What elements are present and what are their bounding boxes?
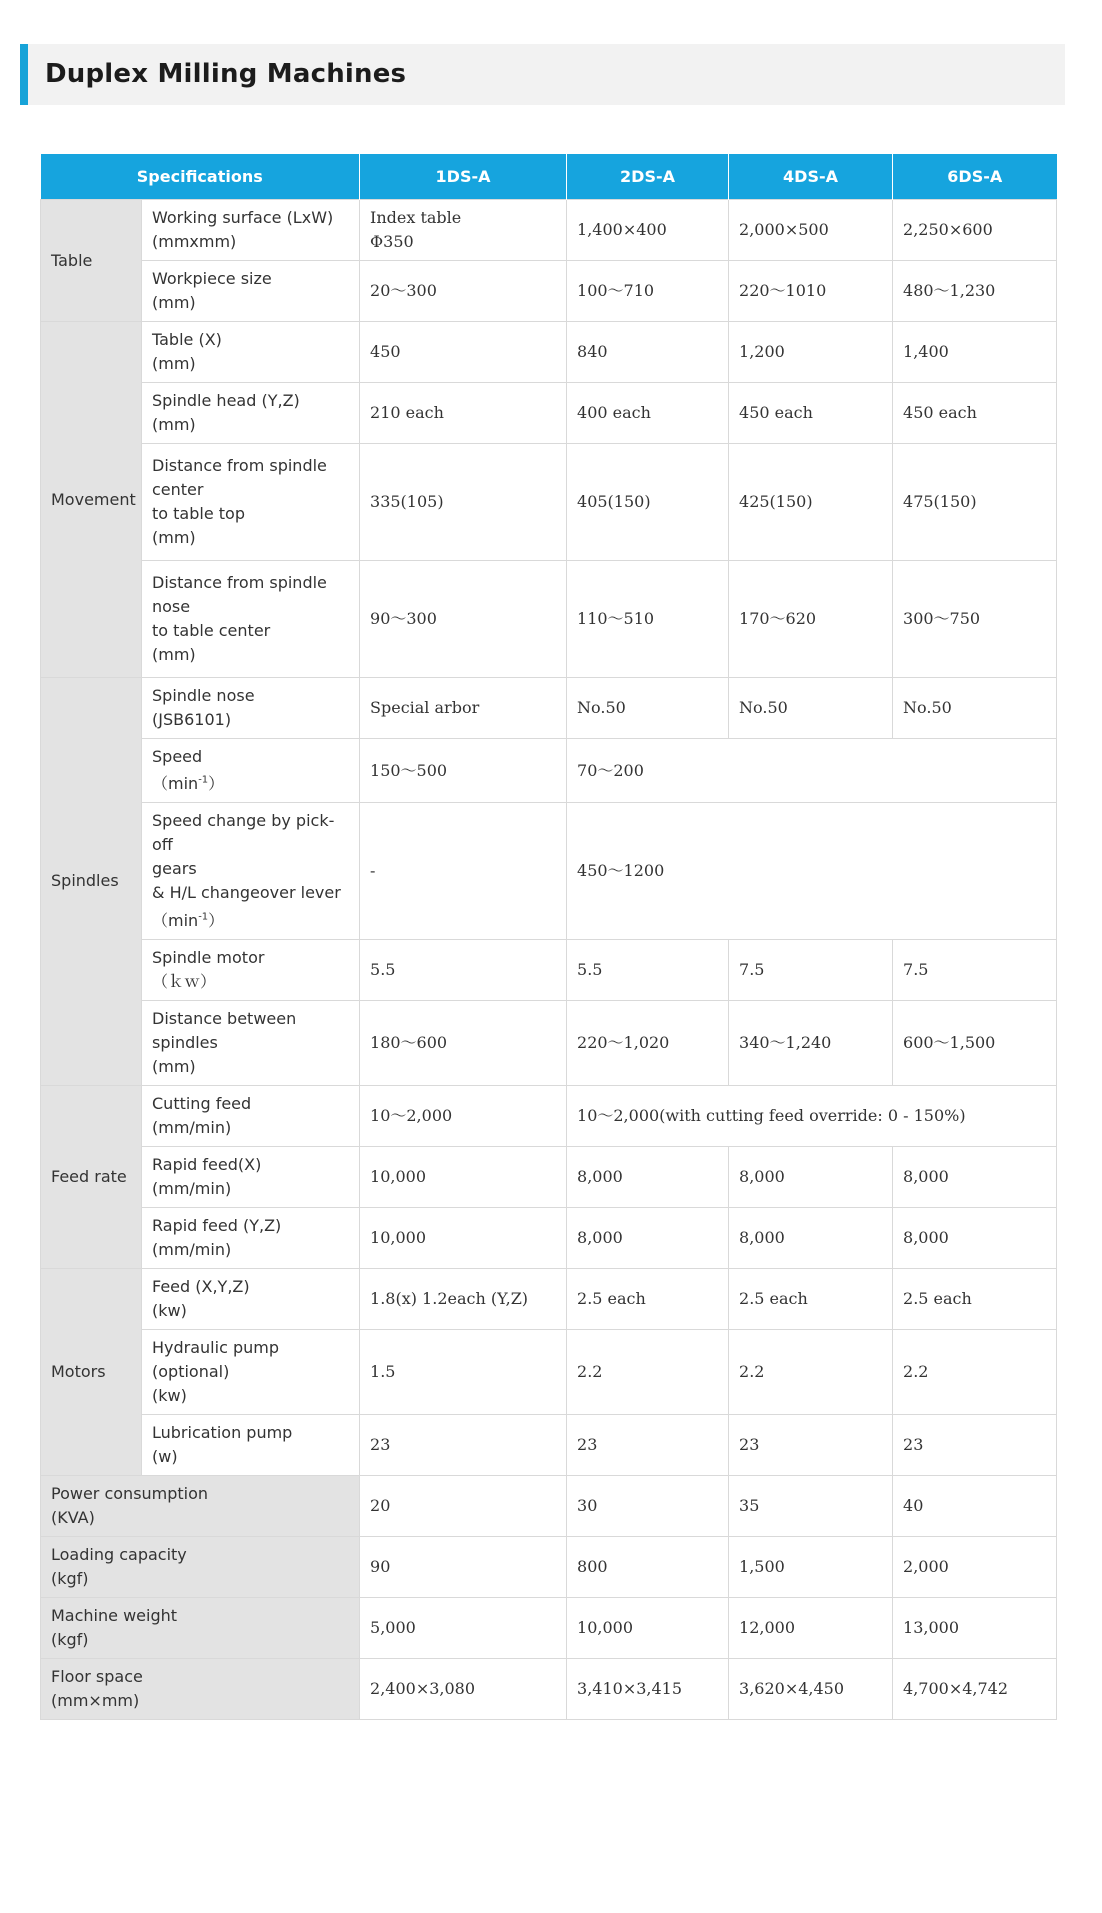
cell-value: 400 each: [567, 383, 729, 444]
unit-text: （min: [152, 774, 199, 794]
cell-value: 23: [567, 1414, 729, 1475]
cell-value: 3,410×3,415: [567, 1658, 729, 1719]
row-label: Distance from spindle center to table top (mm): [142, 444, 360, 561]
group-label-feed-rate: Feed rate: [41, 1085, 142, 1268]
cell-value: 8,000: [567, 1207, 729, 1268]
row-label: Spindle head (Y,Z) (mm): [142, 383, 360, 444]
cell-value: 2.5 each: [893, 1268, 1057, 1329]
cell-value: 1,400×400: [567, 200, 729, 261]
cell-value: 2,000×500: [729, 200, 893, 261]
cell-value: 7.5: [893, 939, 1057, 1000]
cell-value: 90: [360, 1536, 567, 1597]
cell-value: 2,400×3,080: [360, 1658, 567, 1719]
cell-value: 8,000: [893, 1146, 1057, 1207]
cell-value: -: [360, 803, 567, 939]
cell-value: No.50: [893, 678, 1057, 739]
cell-value: 5.5: [567, 939, 729, 1000]
table-row: [41, 1475, 1057, 1536]
cell-value: 405(150): [567, 444, 729, 561]
row-label: Feed (X,Y,Z) (kw): [142, 1268, 360, 1329]
row-label: Floor space (mm×mm): [41, 1658, 360, 1719]
group-label-movement: Movement: [41, 322, 142, 678]
row-label: Hydraulic pump (optional) (kw): [142, 1329, 360, 1414]
row-label: Working surface (LxW) (mmxmm): [142, 200, 360, 261]
row-label-speed-change: [142, 803, 360, 939]
cell-value: 450: [360, 322, 567, 383]
row-label: Power consumption (KVA): [41, 1475, 360, 1536]
table-row: [41, 261, 1057, 322]
page-title: Duplex Milling Machines: [45, 59, 407, 89]
unit-close: ）: [208, 910, 225, 930]
cell-value: 1,400: [893, 322, 1057, 383]
cell-value: 450 each: [893, 383, 1057, 444]
group-label-spindles: Spindles: [41, 678, 142, 1086]
cell-value: 10～2,000: [360, 1085, 567, 1146]
cell-value: 20: [360, 1475, 567, 1536]
cell-value: 10～2,000(with cutting feed override: 0 - 150%): [567, 1085, 1057, 1146]
table-row: [41, 1000, 1057, 1085]
table-row: [41, 1414, 1057, 1475]
header-specifications: Specifications: [41, 154, 360, 200]
header-row: [41, 154, 1057, 200]
cell-value: 110～510: [567, 561, 729, 678]
cell-value: 23: [729, 1414, 893, 1475]
row-label: Workpiece size (mm): [142, 261, 360, 322]
cell-value: 30: [567, 1475, 729, 1536]
cell-value: 4,700×4,742: [893, 1658, 1057, 1719]
cell-value: 12,000: [729, 1597, 893, 1658]
table-row: [41, 322, 1057, 383]
cell-value: 1.5: [360, 1329, 567, 1414]
cell-value: 340～1,240: [729, 1000, 893, 1085]
cell-value: 8,000: [893, 1207, 1057, 1268]
header-model-3: 4DS-A: [729, 154, 893, 200]
cell-value: 2.2: [567, 1329, 729, 1414]
cell-value: 150～500: [360, 739, 567, 803]
table-row: [41, 1268, 1057, 1329]
cell-value: 3,620×4,450: [729, 1658, 893, 1719]
table-row: [41, 1207, 1057, 1268]
cell-value: 2.2: [893, 1329, 1057, 1414]
cell-value: 20～300: [360, 261, 567, 322]
cell-value: 180～600: [360, 1000, 567, 1085]
cell-value: 480～1,230: [893, 261, 1057, 322]
cell-value: 2,000: [893, 1536, 1057, 1597]
cell-value: 840: [567, 322, 729, 383]
table-row: [41, 383, 1057, 444]
unit-label: [152, 911, 224, 930]
table-row: [41, 1146, 1057, 1207]
cell-value: 7.5: [729, 939, 893, 1000]
cell-value: 23: [893, 1414, 1057, 1475]
cell-value: 100～710: [567, 261, 729, 322]
unit-exponent: -1: [198, 775, 209, 786]
row-label: Table (X) (mm): [142, 322, 360, 383]
row-label: Cutting feed (mm/min): [142, 1085, 360, 1146]
spec-table: [40, 154, 1057, 1720]
unit-close: ）: [208, 774, 225, 794]
cell-value: 1,200: [729, 322, 893, 383]
cell-value: 70～200: [567, 739, 1057, 803]
cell-value: 220～1010: [729, 261, 893, 322]
cell-value: No.50: [567, 678, 729, 739]
cell-value: 220～1,020: [567, 1000, 729, 1085]
table-row: [41, 939, 1057, 1000]
cell-value: 8,000: [729, 1207, 893, 1268]
table-row: [41, 803, 1057, 939]
cell-value: 2.5 each: [729, 1268, 893, 1329]
row-label: Speed: [152, 747, 203, 766]
cell-value: 10,000: [360, 1146, 567, 1207]
cell-value: 13,000: [893, 1597, 1057, 1658]
cell-value: 35: [729, 1475, 893, 1536]
cell-value: 10,000: [360, 1207, 567, 1268]
cell-value: 23: [360, 1414, 567, 1475]
cell-value: Special arbor: [360, 678, 567, 739]
row-label: Spindle motor （ｋｗ）: [142, 939, 360, 1000]
table-row: [41, 1597, 1057, 1658]
table-row: [41, 561, 1057, 678]
row-label: Distance from spindle nose to table center (mm): [142, 561, 360, 678]
cell-value: 450～1200: [567, 803, 1057, 939]
cell-value: 300～750: [893, 561, 1057, 678]
cell-value: 5,000: [360, 1597, 567, 1658]
table-row: [41, 678, 1057, 739]
cell-value: 8,000: [567, 1146, 729, 1207]
cell-value: 475(150): [893, 444, 1057, 561]
cell-value: 2.2: [729, 1329, 893, 1414]
row-label: Loading capacity (kgf): [41, 1536, 360, 1597]
cell-value: 1.8(x) 1.2each (Y,Z): [360, 1268, 567, 1329]
cell-value: 210 each: [360, 383, 567, 444]
header-model-4: 6DS-A: [893, 154, 1057, 200]
cell-value: 40: [893, 1475, 1057, 1536]
row-label: Lubrication pump (w): [142, 1414, 360, 1475]
cell-value: 800: [567, 1536, 729, 1597]
table-row: [41, 200, 1057, 261]
header-model-1: 1DS-A: [360, 154, 567, 200]
cell-value: Index table Φ350: [360, 200, 567, 261]
table-row: [41, 1329, 1057, 1414]
row-label: Machine weight (kgf): [41, 1597, 360, 1658]
unit-text: （min: [152, 910, 199, 930]
cell-value: 1,500: [729, 1536, 893, 1597]
unit-label: [152, 774, 224, 793]
cell-value: No.50: [729, 678, 893, 739]
row-label: Rapid feed (Y,Z) (mm/min): [142, 1207, 360, 1268]
header-model-2: 2DS-A: [567, 154, 729, 200]
cell-value: 5.5: [360, 939, 567, 1000]
group-label-motors: Motors: [41, 1268, 142, 1475]
row-label: Distance between spindles (mm): [142, 1000, 360, 1085]
page-title-bar: [20, 44, 1065, 105]
cell-value: 2,250×600: [893, 200, 1057, 261]
unit-exponent: -1: [198, 911, 209, 923]
cell-value: 2.5 each: [567, 1268, 729, 1329]
cell-value: 335(105): [360, 444, 567, 561]
cell-value: 8,000: [729, 1146, 893, 1207]
row-label: Speed change by pick-off gears & H/L changeover lever: [152, 811, 341, 903]
cell-value: 90～300: [360, 561, 567, 678]
cell-value: 425(150): [729, 444, 893, 561]
group-label-table: Table: [41, 200, 142, 322]
cell-value: 450 each: [729, 383, 893, 444]
row-label: Spindle nose (JSB6101): [142, 678, 360, 739]
table-row: [41, 444, 1057, 561]
cell-value: 600～1,500: [893, 1000, 1057, 1085]
cell-value: 10,000: [567, 1597, 729, 1658]
table-row: [41, 1536, 1057, 1597]
row-label: Rapid feed(X) (mm/min): [142, 1146, 360, 1207]
table-row: [41, 739, 1057, 803]
table-row: [41, 1085, 1057, 1146]
table-row: [41, 1658, 1057, 1719]
cell-value: 170～620: [729, 561, 893, 678]
row-label-speed: [142, 739, 360, 803]
